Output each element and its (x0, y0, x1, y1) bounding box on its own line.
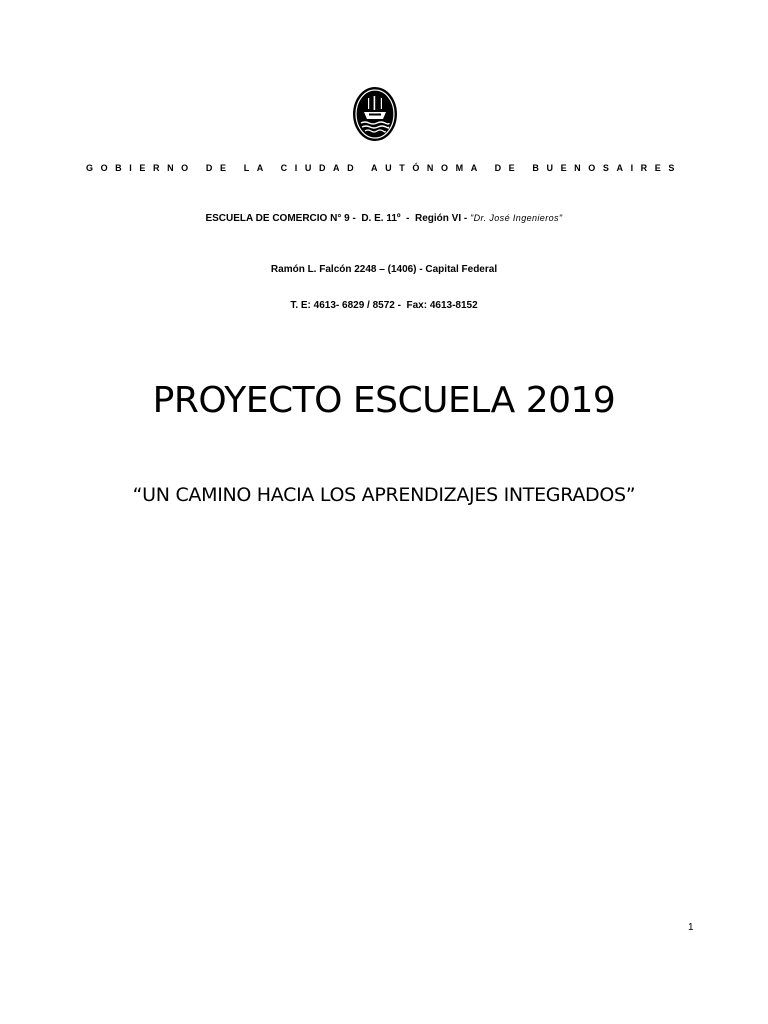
government-heading: GOBIERNO DE LA CIUDAD AUTÓNOMA DE BUENOSAIRES (85, 163, 682, 173)
document-subtitle: “UN CAMINO HACIA LOS APRENDIZAJES INTEGRADOS” (132, 484, 636, 506)
school-address: Ramón L. Falcón 2248 – (1406) - Capital Federal (270, 264, 498, 275)
school-phone: T. E: 4613- 6829 / 8572 - Fax: 4613-8152 (290, 300, 478, 311)
school-patron: "Dr. José Ingenieros" (470, 213, 563, 223)
document-title: PROYECTO ESCUELA 2019 (152, 380, 616, 421)
school-name: ESCUELA DE COMERCIO N° 9 - D. E. 11º - Región VI - (205, 213, 471, 224)
buenos-aires-city-seal-icon (352, 86, 398, 142)
school-contact (0, 240, 768, 336)
school-line (0, 213, 768, 224)
page-number: 1 (688, 922, 694, 933)
